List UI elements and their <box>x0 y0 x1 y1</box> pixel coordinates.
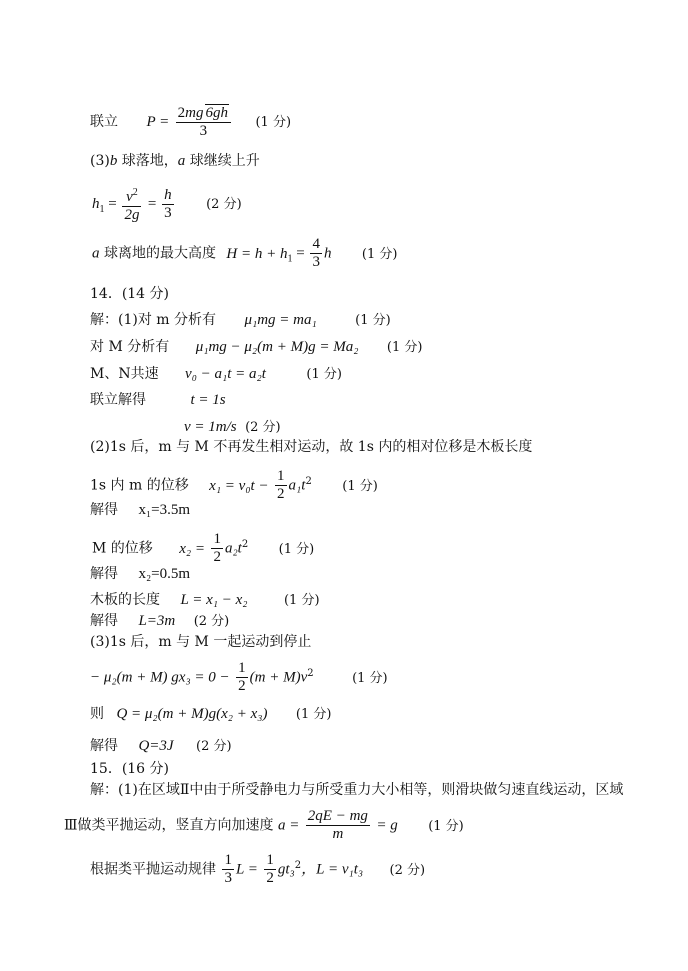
p-fraction: $\frac{2mg 6gh}{3}$ <box>176 104 231 140</box>
q14-line-3: M、N共速 v₀ − a₁t = a₂t (1 分) <box>90 366 342 382</box>
part3-heading: (3)b 球落地，a 球继续上升 <box>90 153 260 169</box>
q14-title: 14．(14 分) <box>90 286 170 302</box>
p-equation-line <box>90 104 291 140</box>
acceleration-fraction: $\frac{2qE - mg}{m}$ <box>307 808 368 842</box>
q14-line-2: 对 M 分析有 μ₁mg − μ₂(m + M)g = Ma₂ (1 分) <box>90 339 423 355</box>
q15-title: 15．(16 分) <box>90 761 170 777</box>
q15-line-2: Ⅲ做类平抛运动，竖直方向加速度 a = $\frac{2qE - mg}{m}$ = g (1 分) <box>64 808 464 842</box>
q14-line-1: 解：(1)对 m 分析有 μ₁mg = ma₁ (1 分) <box>90 312 391 328</box>
q14-line-4: 联立解得 t = 1s <box>90 392 226 408</box>
q14-line-7: 1s 内 m 的位移 x₁ = v₀t − $\frac{1}{2}$ $a_1t^2$ (1 分) <box>90 468 378 502</box>
q14-line-14: − μ₂(m + M) gx₃ = 0 − $\frac{1}{2}$ $(m + M)v^2$ (1 分) <box>90 660 388 694</box>
sqrt-term: 6gh <box>205 105 229 121</box>
p-lhs: P = <box>146 114 170 130</box>
q14-line-15: 则 Q = μ₂(m + M)g(x₂ + x₃) (1 分) <box>90 706 332 722</box>
q14-line-10: 解得 x₂=0.5m <box>90 566 191 582</box>
score: (1 分) <box>255 115 292 130</box>
q15-line-3: 根据类平抛运动规律 $\frac{1}{3}$ L = $\frac{1}{2}$ gt₃$^2$，L = v₁t₃ (2 分) <box>90 852 426 886</box>
q14-line-6: (2)1s 后，m 与 M 不再发生相对运动，故 1s 内的相对位移是木板长度 <box>90 439 533 455</box>
q14-line-9: M 的位移 x₂ = $\frac{1}{2}$ $a_2t^2$ (1 分) <box>92 531 315 565</box>
score: (2 分) <box>206 197 242 212</box>
q14-line-16: 解得 Q=3J (2 分) <box>90 738 232 754</box>
h-over-3: $\frac{h}{3}$ <box>164 186 172 221</box>
q14-line-11: 木板的长度 L = x₁ − x₂ (1 分) <box>90 592 320 608</box>
q14-line-5: v = 1m/s (2 分) <box>184 419 281 435</box>
h1-equation-line: $h_1$ = $\frac{v^2}{2g}$ = $\frac{h}{3}$ (2 分) <box>92 184 242 224</box>
q14-line-8: 解得 x₁=3.5m <box>90 502 191 518</box>
joint-label: 联立 <box>90 114 118 130</box>
q14-line-13: (3)1s 后，m 与 M 一起运动到停止 <box>90 634 312 650</box>
v2-over-2g: $\frac{v^2}{2g}$ <box>122 184 141 224</box>
q14-line-12: 解得 L=3m (2 分) <box>90 613 230 629</box>
four-thirds: $\frac{4}{3}$ <box>312 236 320 270</box>
score: (1 分) <box>361 246 398 262</box>
q15-line-1: 解：(1)在区域Ⅱ中由于所受静电力与所受重力大小相等，则滑块做匀速直线运动，区域 <box>90 782 624 798</box>
max-height-line: a 球离地的最大高度 $H = h + h_1$ = $\frac{4}{3}$ h (1 分) <box>92 236 398 270</box>
